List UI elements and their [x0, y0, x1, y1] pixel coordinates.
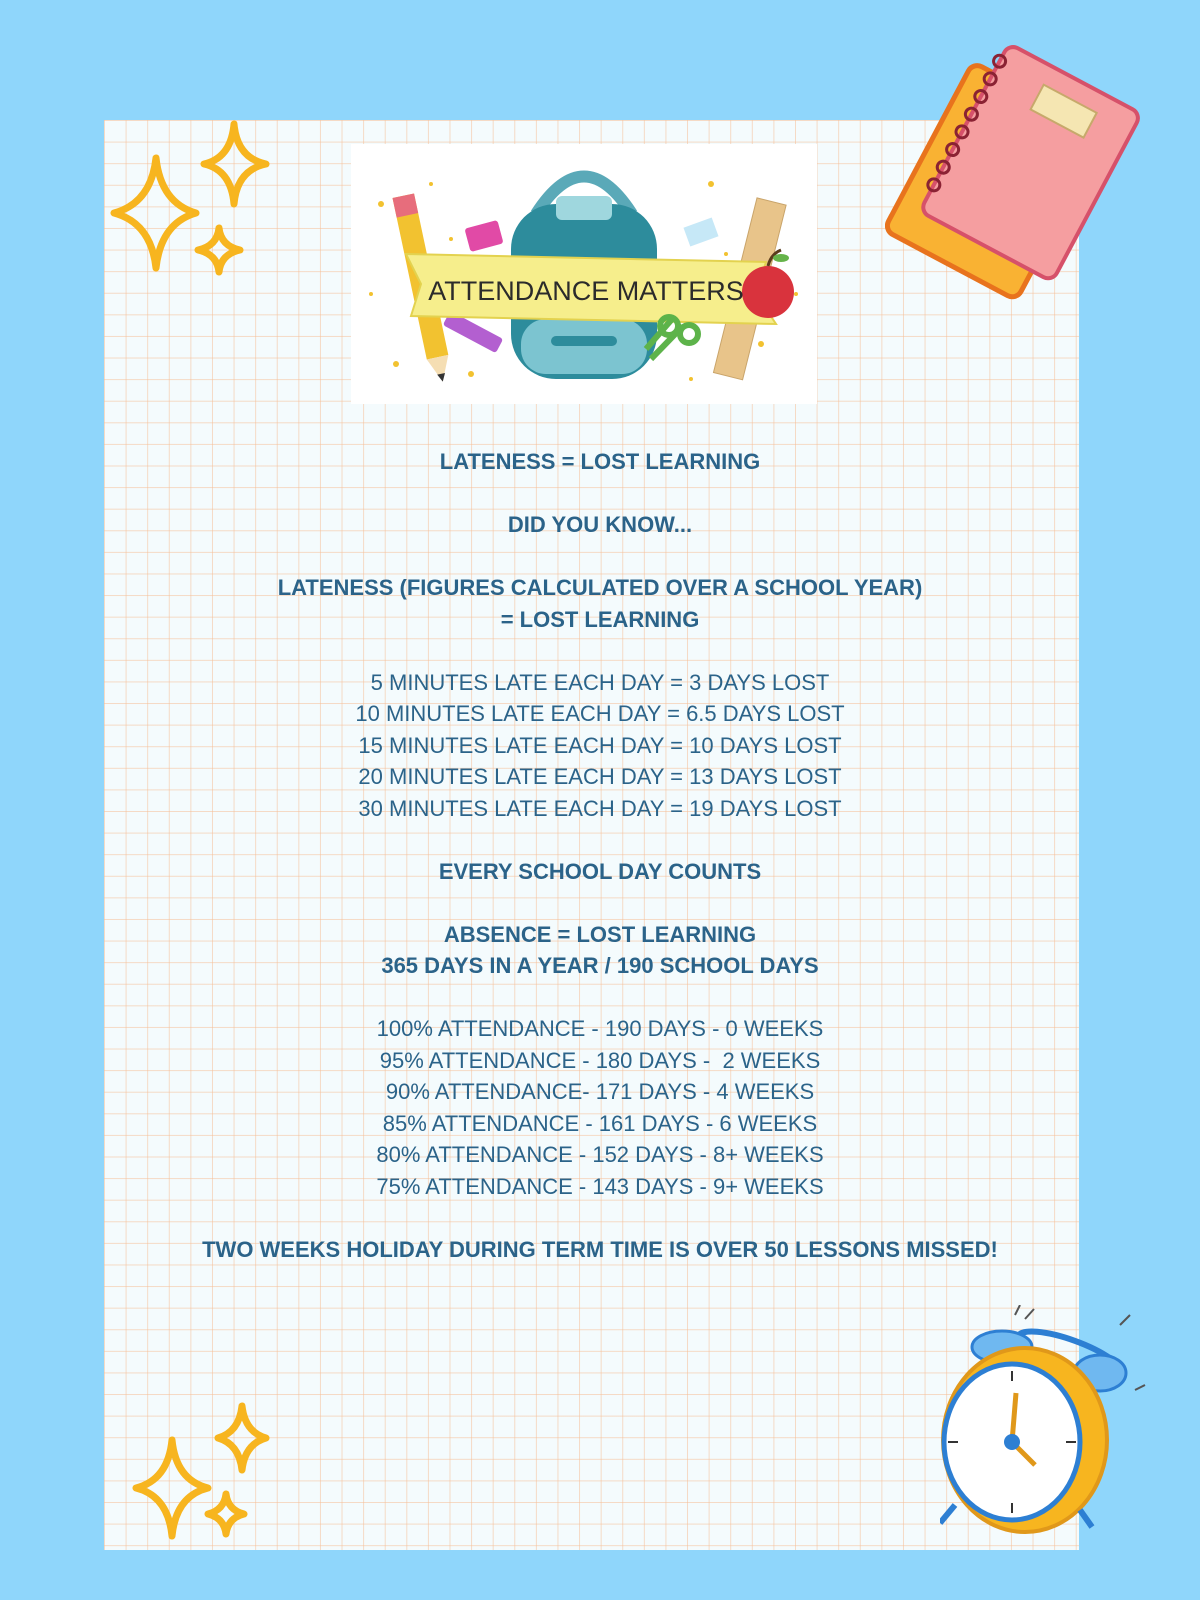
backpack-illustration	[351, 144, 817, 404]
lateness-subheading-line1: LATENESS (FIGURES CALCULATED OVER A SCHOOL YEAR)	[277, 575, 923, 600]
lateness-row: 10 MINUTES LATE EACH DAY = 6.5 DAYS LOST	[355, 701, 845, 726]
lateness-heading: LATENESS = LOST LEARNING	[439, 449, 761, 474]
absence-row: 100% ATTENDANCE - 190 DAYS - 0 WEEKS	[376, 1016, 824, 1041]
sparkle-icon	[130, 1402, 280, 1552]
attendance-banner	[351, 144, 817, 404]
attendance-content	[104, 446, 1096, 1265]
holiday-warning: TWO WEEKS HOLIDAY DURING TERM TIME IS OVER 50 LESSONS MISSED!	[202, 1236, 998, 1262]
did-you-know: DID YOU KNOW...	[507, 512, 693, 537]
lateness-row: 30 MINUTES LATE EACH DAY = 19 DAYS LOST	[358, 795, 842, 821]
lateness-row: 20 MINUTES LATE EACH DAY = 13 DAYS LOST	[358, 764, 842, 789]
absence-row: 80% ATTENDANCE - 152 DAYS - 8+ WEEKS	[376, 1142, 824, 1167]
absence-row: 75% ATTENDANCE - 143 DAYS - 9+ WEEKS	[376, 1173, 824, 1199]
banner-title: ATTENDANCE MATTERS	[428, 276, 744, 306]
notebook-icon	[885, 35, 1155, 305]
lateness-subheading-line2: = LOST LEARNING	[500, 606, 700, 632]
absence-row: 90% ATTENDANCE- 171 DAYS - 4 WEEKS	[385, 1079, 815, 1104]
alarm-clock-icon	[940, 1305, 1160, 1545]
every-day-counts: EVERY SCHOOL DAY COUNTS	[438, 858, 762, 884]
absence-heading: ABSENCE = LOST LEARNING	[443, 921, 757, 947]
lateness-row: 15 MINUTES LATE EACH DAY = 10 DAYS LOST	[358, 732, 842, 758]
sparkle-icon	[106, 118, 276, 278]
lateness-row: 5 MINUTES LATE EACH DAY = 3 DAYS LOST	[370, 669, 830, 695]
absence-row: 85% ATTENDANCE - 161 DAYS - 6 WEEKS	[382, 1110, 818, 1136]
absence-row: 95% ATTENDANCE - 180 DAYS - 2 WEEKS	[379, 1047, 821, 1073]
absence-subheading: 365 DAYS IN A YEAR / 190 SCHOOL DAYS	[381, 953, 819, 978]
